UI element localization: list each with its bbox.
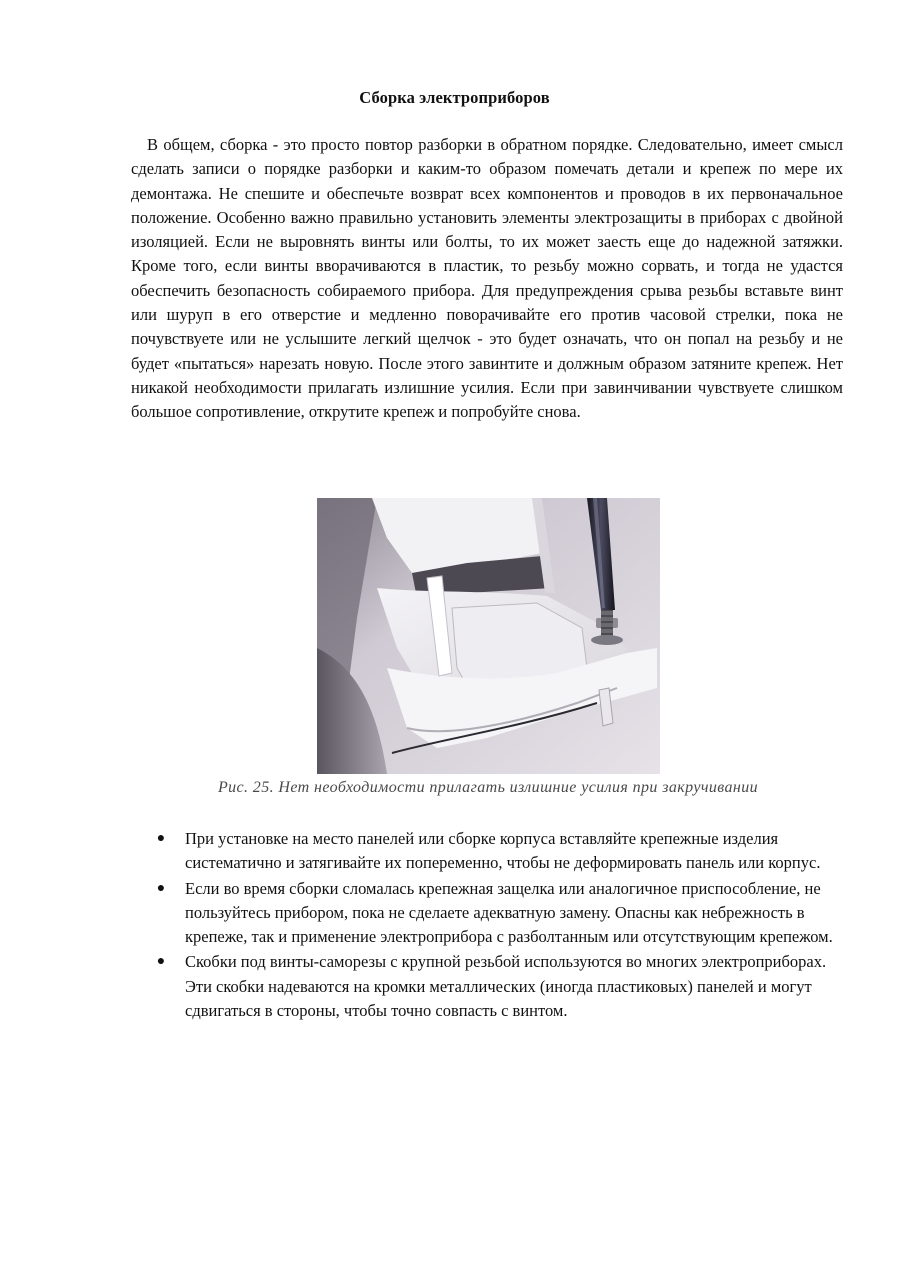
list-item-text: Скобки под винты-саморезы с крупной резьбой используются во многих электроприборах. Эти скобки надеваются на кромки металлических (иногда пластиковых) панелей и могут сдвигаться в стороны, чтобы точно совпасть с винтом. [185, 952, 827, 1021]
list-item [156, 827, 835, 876]
list-item [156, 950, 835, 1023]
screwdriver-appliance-image [317, 498, 660, 774]
list-item-text: При установке на место панелей или сборке корпуса вставляйте крепежные изделия систематично и затягивайте их попеременно, чтобы не деформировать панель или корпус. [185, 829, 821, 873]
page-title: Сборка электроприборов [359, 88, 550, 107]
bullet-icon: ● [156, 831, 166, 846]
intro-paragraph: В общем, сборка - это просто повтор разборки в обратном порядке. Следовательно, имеет смысл сделать записи о порядке разборки и каким-то образом помечать детали и крепеж по мере их демонтажа. Не спешите и обеспечьте возврат всех компонентов и проводов в их первоначальное положение. Особенно важно правильно установить элементы электрозащиты в приборах с двойной изоляцией. Если не выровнять винты или болты, то их может заесть еще до надежной затяжки. Кроме того, если винты вворачиваются в пластик, то резьбу можно сорвать, и тогда не удастся обеспечить безопасность собираемого прибора. Для предупреждения срыва резьбы вставьте винт или шуруп в его отверстие и медленно поворачивайте его против часовой стрелки, пока не почувствуете или не услышите легкий щелчок - это будет означать, что он попал на резьбу и не будет «пытаться» нарезать новую. После этого завинтите и должным образом затяните крепеж. Нет никакой необходимости прилагать излишние усилия. Если при завинчивании чувствуете слишком большое сопротивление, открутите крепеж и попробуйте снова. [131, 135, 843, 422]
list-item-text: Если во время сборки сломалась крепежная защелка или аналогичное приспособление, не пользуйтесь прибором, пока не сделаете адекватную замену. Опасны как небрежность в крепеже, так и применение электроприбора с разболтанным или отсутствующим крепежом. [185, 878, 833, 947]
figure-caption: Рис. 25. Нет необходимости прилагать излишние усилия при закручивании [217, 779, 759, 796]
list-item [156, 877, 835, 950]
bullet-list [156, 827, 835, 1024]
bullet-icon: ● [156, 880, 166, 896]
figure-photo [317, 498, 660, 774]
bullet-icon: ● [156, 954, 166, 970]
